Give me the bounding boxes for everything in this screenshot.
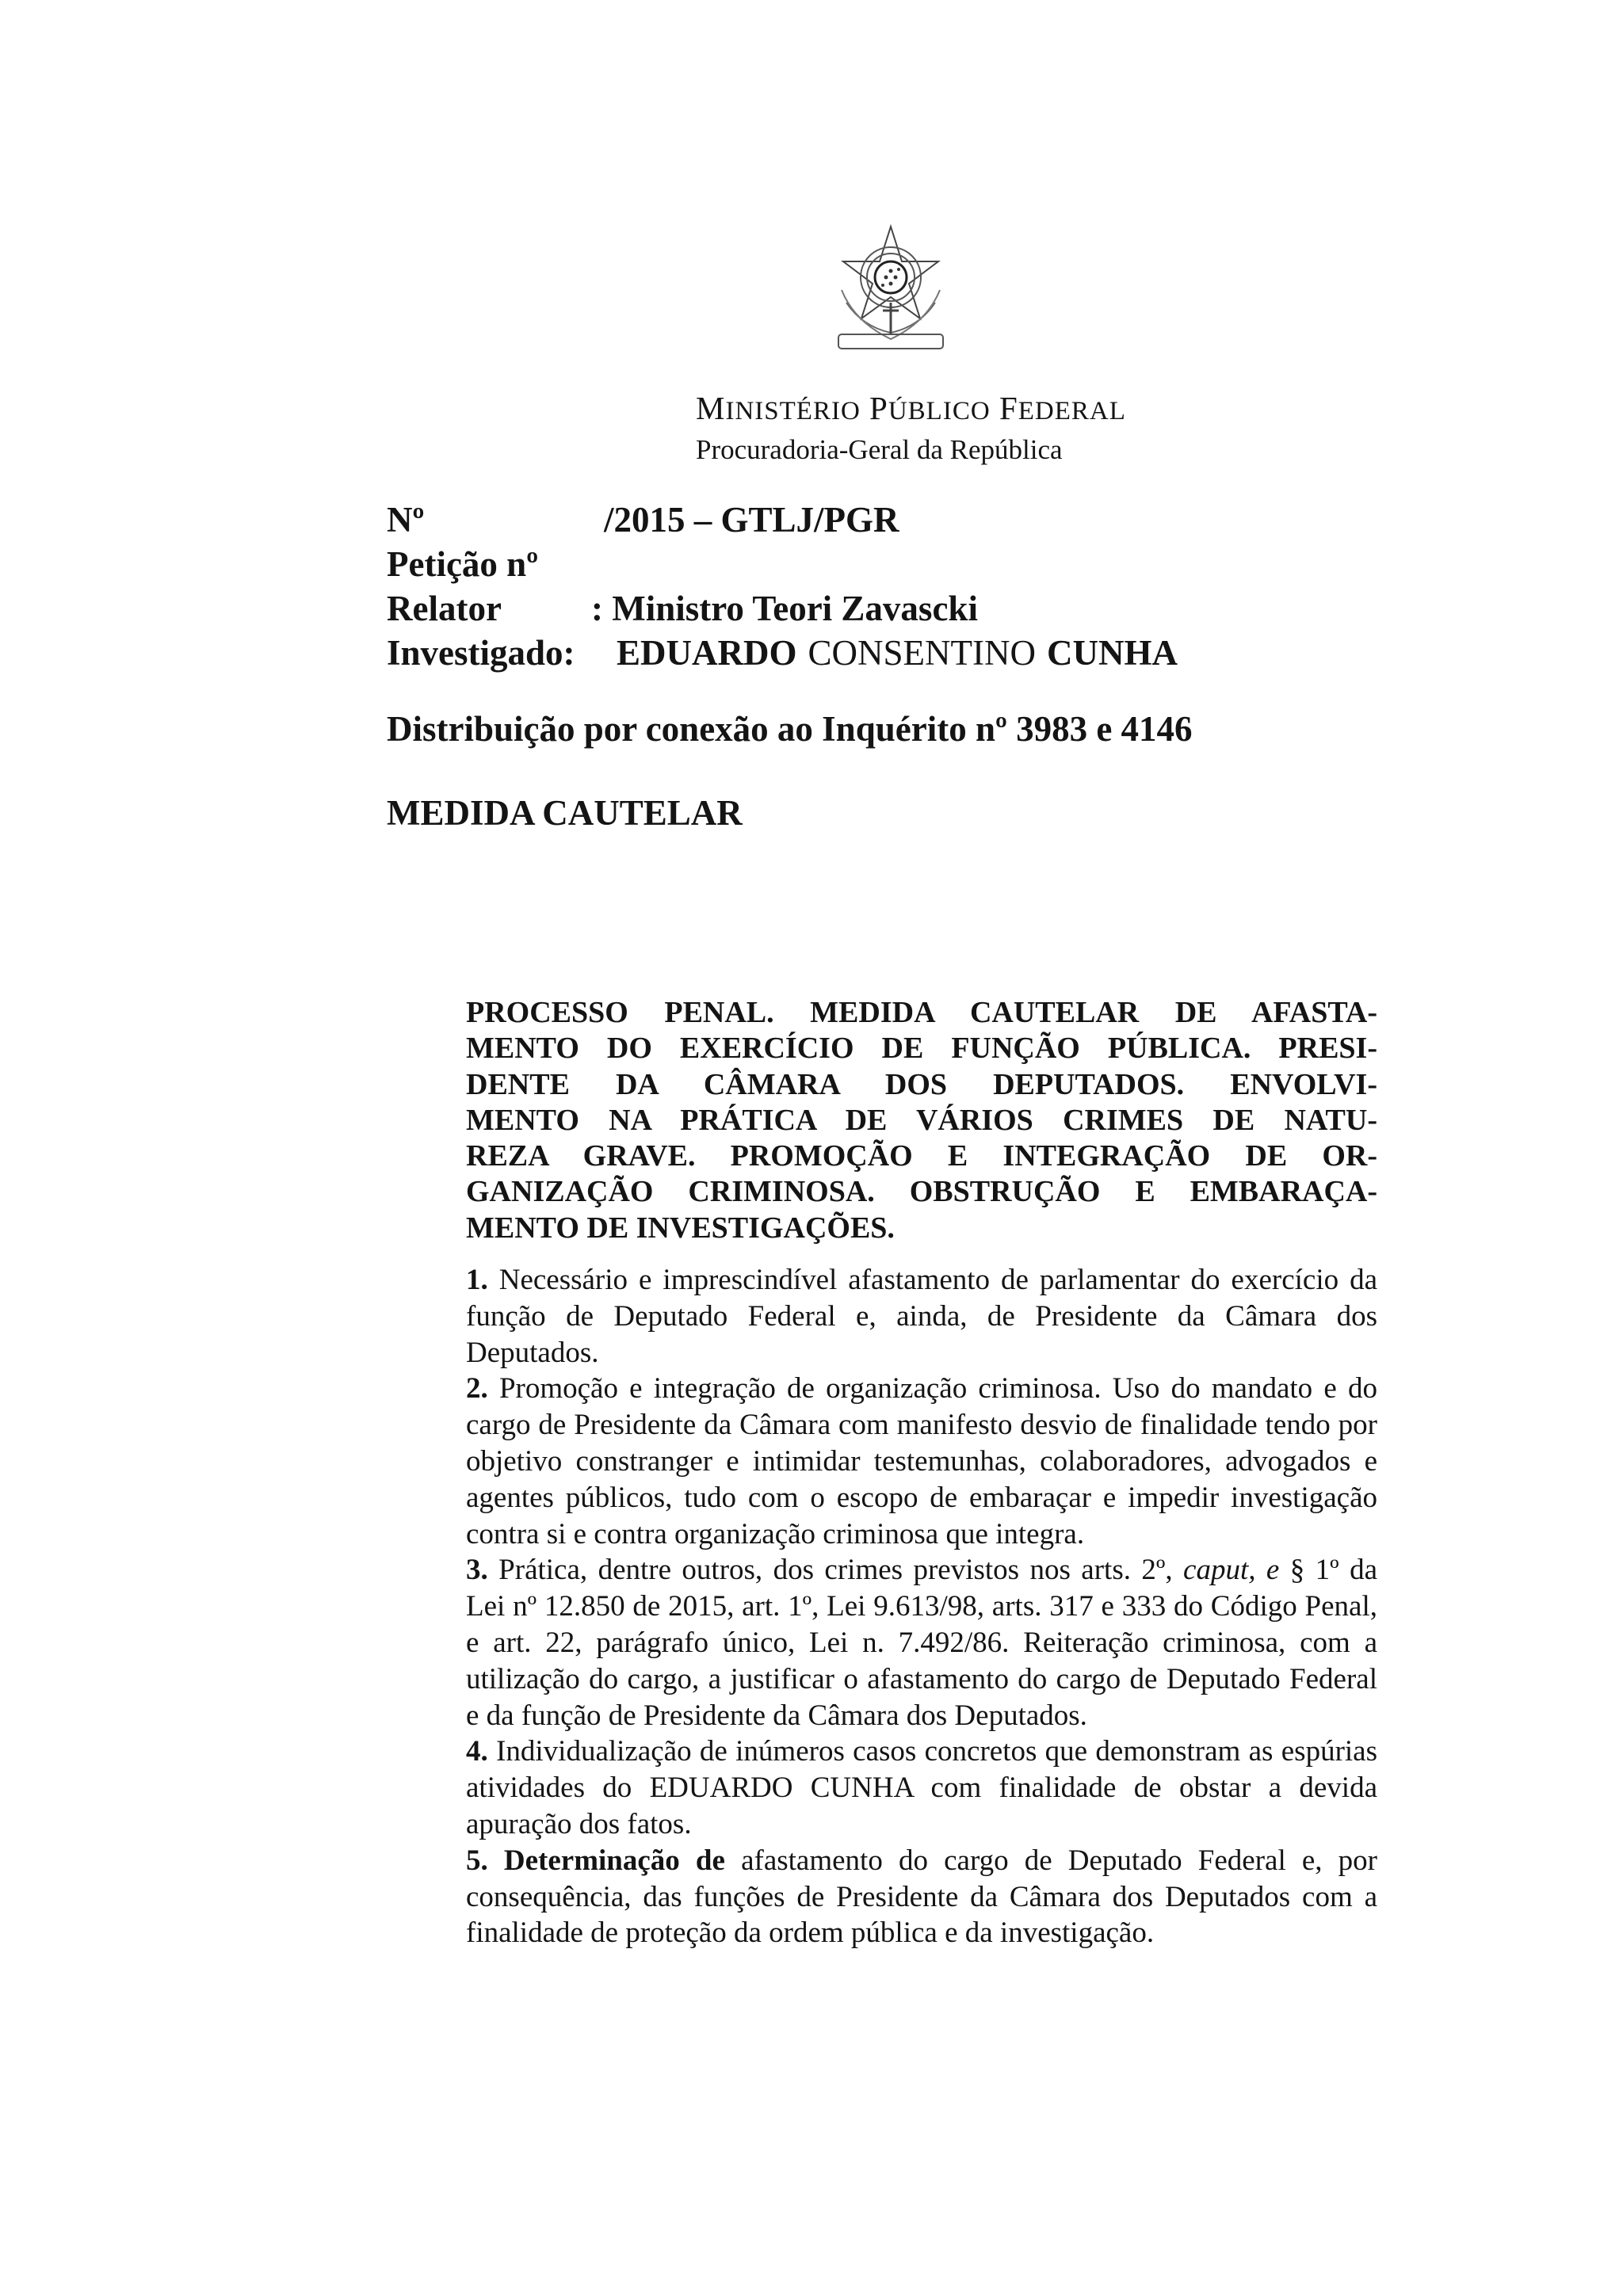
relator-row (387, 586, 1178, 631)
case-header (387, 498, 1178, 675)
document-title: MEDIDA CAUTELAR (387, 793, 743, 833)
ementa-line: MENTO DO EXERCÍCIO DE FUNÇÃO PÚBLICA. PRESI- (466, 1032, 1377, 1066)
ementa-line: PROCESSO PENAL. MEDIDA CAUTELAR DE AFASTA- (466, 996, 1377, 1029)
relator-value: : Ministro Teori Zavascki (591, 589, 978, 628)
numero-row (387, 498, 1178, 542)
item-1: 1. Necessário e imprescindível afastamento de parlamentar do exercício da função de Deputado Federal e, ainda, de Presidente da Câmara dos Deputados. (466, 1264, 1377, 1369)
investigado-last: CUNHA (1047, 633, 1178, 673)
ministry-name: MINISTÉRIO PÚBLICO FEDERAL (696, 390, 1126, 426)
peticao-label: Petição nº (387, 544, 539, 584)
ementa-line: MENTO DE INVESTIGAÇÕES. (466, 1211, 895, 1245)
ementa (466, 995, 1377, 1246)
numero-label: Nº (387, 500, 425, 540)
peticao-row (387, 542, 1178, 586)
distribuicao-line: Distribuição por conexão ao Inquérito nº 3983 e 4146 (387, 709, 1193, 749)
investigado-first: EDUARDO (617, 633, 797, 673)
ementa-items (466, 1262, 1377, 1951)
item-3: 3. Prática, dentre outros, dos crimes previstos nos arts. 2º, caput, e § 1º da Lei nº 12.850 de 2015, art. 1º, Lei 9.613/98, arts. 317 e 333 do Código Penal, e art. 22, parágrafo único, Lei n. 7.492/86. Reiteração criminosa, com a utilização do cargo, a justificar o afastamento do cargo de Deputado Federal e da função de Presidente da Câmara dos Deputados. (466, 1554, 1377, 1732)
investigado-middle: CONSENTINO (808, 633, 1037, 673)
relator-label: Relator (387, 589, 502, 628)
ementa-line: DENTE DA CÂMARA DOS DEPUTADOS. ENVOLVI- (466, 1067, 1377, 1101)
organization-header (696, 388, 1126, 469)
ementa-line: GANIZAÇÃO CRIMINOSA. OBSTRUÇÃO E EMBARAÇA- (466, 1175, 1377, 1209)
office-name: Procuradoria-Geral da República (696, 434, 1063, 465)
investigado-label: Investigado: (387, 633, 575, 673)
ementa-line: REZA GRAVE. PROMOÇÃO E INTEGRAÇÃO DE OR- (466, 1139, 1377, 1173)
item-4: 4. Individualização de inúmeros casos concretos que demonstram as espúrias atividades do EDUARDO CUNHA com finalidade de obstar a devida apuração dos fatos. (466, 1735, 1377, 1840)
numero-value: /2015 – GTLJ/PGR (604, 500, 899, 540)
item-5: 5. Determinação de afastamento do cargo de Deputado Federal e, por consequência, das funções de Presidente da Câmara dos Deputados com a finalidade de proteção da ordem pública e da investigação. (466, 1844, 1377, 1950)
ementa-line: MENTO NA PRÁTICA DE VÁRIOS CRIMES DE NATU- (466, 1103, 1377, 1137)
brazil-coat-of-arms-icon (831, 223, 951, 355)
item-2: 2. Promoção e integração de organização criminosa. Uso do mandato e do cargo de Presidente da Câmara com manifesto desvio de finalidade tendo por objetivo constranger e intimidar testemunhas, colaboradores, advogados e agentes públicos, tudo com o escopo de embaraçar e impedir investigação contra si e contra organização criminosa que integra. (466, 1372, 1377, 1550)
investigado-row (387, 631, 1178, 675)
